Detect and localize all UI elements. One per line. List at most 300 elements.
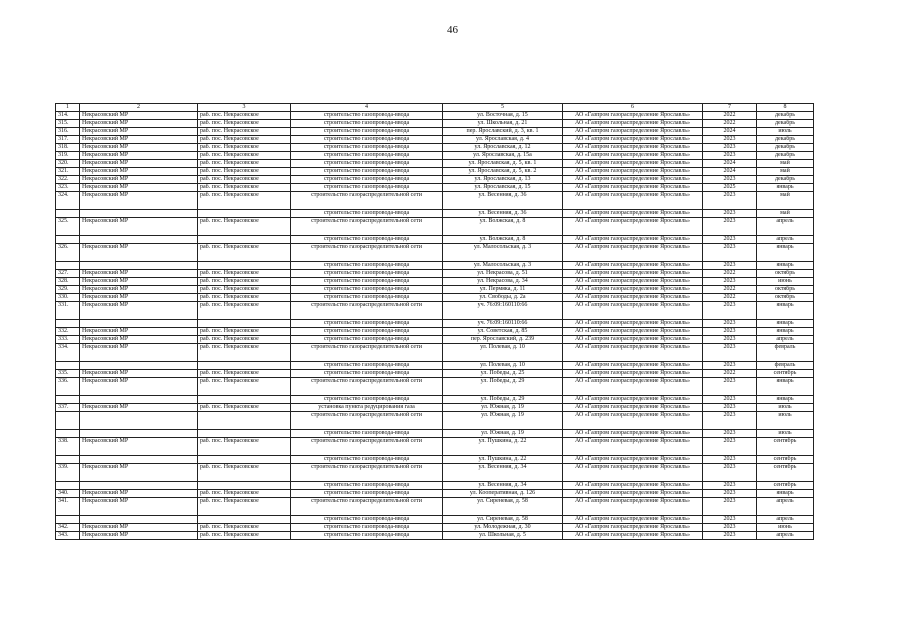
table-row [56,320,814,328]
table-row [56,344,814,362]
column-header: 7 [703,104,757,112]
year-cell: 2023 [703,176,757,184]
row-number: 318. [56,144,80,152]
month-cell: январь [757,490,814,498]
address-cell: ул. Сиреневая, д. 58 [443,498,563,516]
district-cell: Некрасовский МР [80,438,198,456]
month-cell: май [757,210,814,218]
settlement-cell: раб. пос. Некрасовское [198,370,291,378]
address-cell: ул. Кооперативная, д. 126 [443,490,563,498]
column-header: 6 [563,104,703,112]
organization-cell: АО «Газпром газораспределение Ярославль» [563,482,703,490]
organization-cell: АО «Газпром газораспределение Ярославль» [563,328,703,336]
table-row [56,464,814,482]
month-cell: декабрь [757,120,814,128]
month-cell: октябрь [757,286,814,294]
address-cell: ул. Восточная, д. 15 [443,112,563,120]
district-cell: Некрасовский МР [80,498,198,516]
row-number: 321. [56,168,80,176]
district-cell: Некрасовский МР [80,524,198,532]
column-header: 8 [757,104,814,112]
row-number: 319. [56,152,80,160]
address-cell: уч. 76:09:160110:66 [443,302,563,320]
year-cell: 2024 [703,128,757,136]
district-cell: Некрасовский МР [80,532,198,540]
organization-cell: АО «Газпром газораспределение Ярославль» [563,516,703,524]
address-cell: ул. Некрасова, д. 51 [443,270,563,278]
organization-cell: АО «Газпром газораспределение Ярославль» [563,378,703,396]
year-cell: 2022 [703,370,757,378]
organization-cell: АО «Газпром газораспределение Ярославль» [563,236,703,244]
header-row [56,104,814,112]
settlement-cell [198,362,291,370]
table-row [56,184,814,192]
settlement-cell: раб. пос. Некрасовское [198,286,291,294]
district-cell: Некрасовский МР [80,160,198,168]
address-cell: ул. Южная, д. 19 [443,430,563,438]
month-cell: май [757,168,814,176]
settlement-cell: раб. пос. Некрасовское [198,498,291,516]
work-type-cell: строительство газопровода-ввода [291,286,443,294]
district-cell [80,482,198,490]
work-type-cell: строительство газораспределительной сети [291,378,443,396]
year-cell: 2023 [703,210,757,218]
year-cell: 2023 [703,498,757,516]
work-type-cell: строительство газопровода-ввода [291,456,443,464]
row-number: 315. [56,120,80,128]
organization-cell: АО «Газпром газораспределение Ярославль» [563,302,703,320]
month-cell: апрель [757,516,814,524]
work-type-cell: строительство газопровода-ввода [291,370,443,378]
district-cell [80,210,198,218]
table-row [56,430,814,438]
address-cell: ул. Ярославская, д. 4 [443,136,563,144]
table-row [56,176,814,184]
work-type-cell: строительство газопровода-ввода [291,294,443,302]
district-cell: Некрасовский МР [80,168,198,176]
year-cell: 2023 [703,262,757,270]
table-row [56,120,814,128]
month-cell: сентябрь [757,482,814,490]
table-row [56,482,814,490]
year-cell: 2023 [703,136,757,144]
year-cell: 2025 [703,184,757,192]
year-cell: 2023 [703,336,757,344]
settlement-cell: раб. пос. Некрасовское [198,278,291,286]
row-number: 338. [56,438,80,456]
address-cell: ул. Малосольская, д. 3 [443,244,563,262]
row-number: 314. [56,112,80,120]
settlement-cell [198,210,291,218]
work-type-cell: строительство газопровода-ввода [291,152,443,160]
month-cell: февраль [757,362,814,370]
organization-cell: АО «Газпром газораспределение Ярославль» [563,370,703,378]
settlement-cell: раб. пос. Некрасовское [198,490,291,498]
column-header: 3 [198,104,291,112]
row-number: 334. [56,344,80,362]
district-cell: Некрасовский МР [80,464,198,482]
year-cell: 2023 [703,524,757,532]
district-cell [80,236,198,244]
row-number: 323. [56,184,80,192]
table-row [56,328,814,336]
month-cell: сентябрь [757,438,814,456]
district-cell: Некрасовский МР [80,302,198,320]
organization-cell: АО «Газпром газораспределение Ярославль» [563,112,703,120]
work-type-cell: строительство газопровода-ввода [291,210,443,218]
month-cell: апрель [757,532,814,540]
table-row [56,144,814,152]
work-type-cell: строительство газопровода-ввода [291,136,443,144]
organization-cell: АО «Газпром газораспределение Ярославль» [563,120,703,128]
column-header: 1 [56,104,80,112]
settlement-cell: раб. пос. Некрасовское [198,120,291,128]
organization-cell: АО «Газпром газораспределение Ярославль» [563,278,703,286]
organization-cell: АО «Газпром газораспределение Ярославль» [563,270,703,278]
settlement-cell [198,516,291,524]
row-number [56,456,80,464]
year-cell: 2024 [703,160,757,168]
settlement-cell: раб. пос. Некрасовское [198,438,291,456]
month-cell: январь [757,244,814,262]
row-number: 325. [56,218,80,236]
organization-cell: АО «Газпром газораспределение Ярославль» [563,344,703,362]
work-type-cell: строительство газопровода-ввода [291,336,443,344]
year-cell: 2022 [703,120,757,128]
district-cell: Некрасовский МР [80,490,198,498]
table-row [56,412,814,430]
month-cell: декабрь [757,112,814,120]
district-cell: Некрасовский МР [80,286,198,294]
year-cell: 2023 [703,236,757,244]
address-cell: ул. Волжская, д. 8 [443,236,563,244]
settlement-cell: раб. пос. Некрасовское [198,344,291,362]
district-cell: Некрасовский МР [80,278,198,286]
district-cell [80,396,198,404]
settlement-cell: раб. пос. Некрасовское [198,244,291,262]
address-cell: ул. Полевая, д. 10 [443,344,563,362]
work-type-cell: строительство газораспределительной сети [291,302,443,320]
row-number [56,262,80,270]
year-cell: 2023 [703,412,757,430]
organization-cell: АО «Газпром газораспределение Ярославль» [563,412,703,430]
row-number [56,412,80,430]
organization-cell: АО «Газпром газораспределение Ярославль» [563,532,703,540]
month-cell: октябрь [757,270,814,278]
organization-cell: АО «Газпром газораспределение Ярославль» [563,144,703,152]
address-cell: ул. Весенняя, д. 34 [443,482,563,490]
row-number: 317. [56,136,80,144]
year-cell: 2023 [703,396,757,404]
year-cell: 2023 [703,244,757,262]
organization-cell: АО «Газпром газораспределение Ярославль» [563,490,703,498]
organization-cell: АО «Газпром газораспределение Ярославль» [563,294,703,302]
table-row [56,128,814,136]
year-cell: 2022 [703,112,757,120]
settlement-cell: раб. пос. Некрасовское [198,160,291,168]
district-cell: Некрасовский МР [80,244,198,262]
district-cell: Некрасовский МР [80,112,198,120]
work-type-cell: установка пункта редуцирования газа [291,404,443,412]
work-type-cell: строительство газопровода-ввода [291,184,443,192]
month-cell: декабрь [757,136,814,144]
year-cell: 2023 [703,438,757,456]
district-cell: Некрасовский МР [80,378,198,396]
row-number [56,210,80,218]
district-cell [80,430,198,438]
row-number [56,396,80,404]
row-number: 341. [56,498,80,516]
table-row [56,112,814,120]
work-type-cell: строительство газораспределительной сети [291,464,443,482]
table-row [56,286,814,294]
work-type-cell: строительство газопровода-ввода [291,490,443,498]
work-type-cell: строительство газопровода-ввода [291,328,443,336]
year-cell: 2023 [703,192,757,210]
year-cell: 2023 [703,516,757,524]
table-row [56,438,814,456]
work-type-cell: строительство газопровода-ввода [291,532,443,540]
organization-cell: АО «Газпром газораспределение Ярославль» [563,184,703,192]
settlement-cell [198,262,291,270]
address-cell: ул. Ярославская, д. 12 [443,144,563,152]
year-cell: 2022 [703,286,757,294]
row-number [56,516,80,524]
settlement-cell [198,236,291,244]
work-type-cell: строительство газопровода-ввода [291,236,443,244]
table-row [56,192,814,210]
month-cell: январь [757,378,814,396]
settlement-cell: раб. пос. Некрасовское [198,464,291,482]
table-row [56,336,814,344]
settlement-cell: раб. пос. Некрасовское [198,378,291,396]
work-type-cell: строительство газопровода-ввода [291,144,443,152]
month-cell: май [757,192,814,210]
organization-cell: АО «Газпром газораспределение Ярославль» [563,128,703,136]
month-cell: январь [757,184,814,192]
year-cell: 2023 [703,152,757,160]
district-cell [80,412,198,430]
organization-cell: АО «Газпром газораспределение Ярославль» [563,456,703,464]
row-number [56,482,80,490]
row-number: 333. [56,336,80,344]
district-cell: Некрасовский МР [80,184,198,192]
work-type-cell: строительство газораспределительной сети [291,412,443,430]
district-cell: Некрасовский МР [80,218,198,236]
address-cell: ул. Молодежная, д. 30 [443,524,563,532]
row-number: 327. [56,270,80,278]
table-row [56,236,814,244]
district-cell: Некрасовский МР [80,144,198,152]
address-cell: ул. Пермяка, д. 11 [443,286,563,294]
work-type-cell: строительство газопровода-ввода [291,112,443,120]
month-cell: октябрь [757,294,814,302]
year-cell: 2023 [703,362,757,370]
district-cell [80,262,198,270]
settlement-cell: раб. пос. Некрасовское [198,328,291,336]
settlement-cell [198,320,291,328]
organization-cell: АО «Газпром газораспределение Ярославль» [563,362,703,370]
table-row [56,218,814,236]
address-cell: ул. Южная, д. 19 [443,404,563,412]
year-cell: 2023 [703,344,757,362]
work-type-cell: строительство газораспределительной сети [291,498,443,516]
year-cell: 2023 [703,532,757,540]
month-cell: июнь [757,524,814,532]
month-cell: январь [757,320,814,328]
year-cell: 2023 [703,464,757,482]
settlement-cell: раб. пос. Некрасовское [198,270,291,278]
table-row [56,262,814,270]
year-cell: 2023 [703,218,757,236]
month-cell: январь [757,396,814,404]
district-cell: Некрасовский МР [80,136,198,144]
table-row [56,168,814,176]
district-cell: Некрасовский МР [80,152,198,160]
work-type-cell: строительство газораспределительной сети [291,218,443,236]
month-cell: апрель [757,236,814,244]
work-type-cell: строительство газопровода-ввода [291,160,443,168]
settlement-cell: раб. пос. Некрасовское [198,136,291,144]
table-row [56,516,814,524]
address-cell: ул. Весенняя, д. 34 [443,464,563,482]
column-header: 5 [443,104,563,112]
row-number: 316. [56,128,80,136]
settlement-cell [198,482,291,490]
address-cell: ул. Ярославская, д. 13 [443,176,563,184]
month-cell: декабрь [757,152,814,160]
district-cell: Некрасовский МР [80,328,198,336]
address-cell: ул. Пушкина, д. 22 [443,438,563,456]
organization-cell: АО «Газпром газораспределение Ярославль» [563,244,703,262]
month-cell: февраль [757,344,814,362]
address-cell: уч. 76:09:160110:66 [443,320,563,328]
month-cell: июнь [757,278,814,286]
district-cell: Некрасовский МР [80,344,198,362]
month-cell: сентябрь [757,456,814,464]
organization-cell: АО «Газпром газораспределение Ярославль» [563,286,703,294]
settlement-cell: раб. пос. Некрасовское [198,112,291,120]
district-cell: Некрасовский МР [80,404,198,412]
address-cell: ул. Волжская, д. 8 [443,218,563,236]
settlement-cell: раб. пос. Некрасовское [198,524,291,532]
settlement-cell [198,430,291,438]
address-cell: ул. Весенняя, д. 36 [443,210,563,218]
organization-cell: АО «Газпром газораспределение Ярославль» [563,168,703,176]
address-cell: ул. Ярославская, д. 15а [443,152,563,160]
year-cell: 2024 [703,168,757,176]
row-number: 342. [56,524,80,532]
settlement-cell: раб. пос. Некрасовское [198,176,291,184]
district-cell: Некрасовский МР [80,270,198,278]
table-row [56,160,814,168]
work-type-cell: строительство газопровода-ввода [291,120,443,128]
row-number: 326. [56,244,80,262]
address-cell: ул. Победы, д. 25 [443,370,563,378]
year-cell: 2023 [703,482,757,490]
work-type-cell: строительство газопровода-ввода [291,524,443,532]
month-cell: июль [757,128,814,136]
table-row [56,302,814,320]
month-cell: май [757,160,814,168]
address-cell: ул. Ярославская, д. 5, кв. 1 [443,160,563,168]
organization-cell: АО «Газпром газораспределение Ярославль» [563,262,703,270]
year-cell: 2023 [703,278,757,286]
organization-cell: АО «Газпром газораспределение Ярославль» [563,136,703,144]
table-row [56,294,814,302]
district-cell: Некрасовский МР [80,120,198,128]
row-number: 335. [56,370,80,378]
row-number: 331. [56,302,80,320]
month-cell: июль [757,404,814,412]
address-cell: ул. Ярославская, д. 5, кв. 2 [443,168,563,176]
work-type-cell: строительство газопровода-ввода [291,320,443,328]
address-cell: ул. Школьная, д. 5 [443,532,563,540]
organization-cell: АО «Газпром газораспределение Ярославль» [563,404,703,412]
row-number: 343. [56,532,80,540]
row-number [56,320,80,328]
row-number: 332. [56,328,80,336]
organization-cell: АО «Газпром газораспределение Ярославль» [563,396,703,404]
year-cell: 2022 [703,294,757,302]
work-type-cell: строительство газопровода-ввода [291,270,443,278]
work-type-cell: строительство газопровода-ввода [291,168,443,176]
district-cell: Некрасовский МР [80,128,198,136]
settlement-cell: раб. пос. Некрасовское [198,128,291,136]
row-number: 320. [56,160,80,168]
month-cell: январь [757,302,814,320]
row-number: 322. [56,176,80,184]
row-number: 329. [56,286,80,294]
settlement-cell: раб. пос. Некрасовское [198,532,291,540]
table-row [56,532,814,540]
settlement-cell [198,396,291,404]
address-cell: ул. Южная, д. 19 [443,412,563,430]
settlement-cell [198,412,291,430]
year-cell: 2023 [703,320,757,328]
district-cell [80,516,198,524]
organization-cell: АО «Газпром газораспределение Ярославль» [563,210,703,218]
work-type-cell: строительство газопровода-ввода [291,128,443,136]
organization-cell: АО «Газпром газораспределение Ярославль» [563,152,703,160]
settlement-cell [198,456,291,464]
work-type-cell: строительство газопровода-ввода [291,516,443,524]
row-number: 340. [56,490,80,498]
table-row [56,404,814,412]
address-cell: ул. Победы, д. 29 [443,396,563,404]
column-header: 2 [80,104,198,112]
settlement-cell: раб. пос. Некрасовское [198,144,291,152]
month-cell: апрель [757,498,814,516]
settlement-cell: раб. пос. Некрасовское [198,336,291,344]
address-cell: ул. Пушкина, д. 22 [443,456,563,464]
address-cell: пер. Ярославский, д. 3, кв. 1 [443,128,563,136]
district-cell [80,456,198,464]
year-cell: 2023 [703,378,757,396]
table-row [56,244,814,262]
table-row [56,456,814,464]
table-row [56,370,814,378]
district-cell: Некрасовский МР [80,336,198,344]
address-cell: ул. Весенняя, д. 36 [443,192,563,210]
row-number: 328. [56,278,80,286]
year-cell: 2023 [703,328,757,336]
district-cell: Некрасовский МР [80,192,198,210]
work-type-cell: строительство газопровода-ввода [291,430,443,438]
settlement-cell: раб. пос. Некрасовское [198,152,291,160]
settlement-cell: раб. пос. Некрасовское [198,218,291,236]
year-cell: 2023 [703,302,757,320]
